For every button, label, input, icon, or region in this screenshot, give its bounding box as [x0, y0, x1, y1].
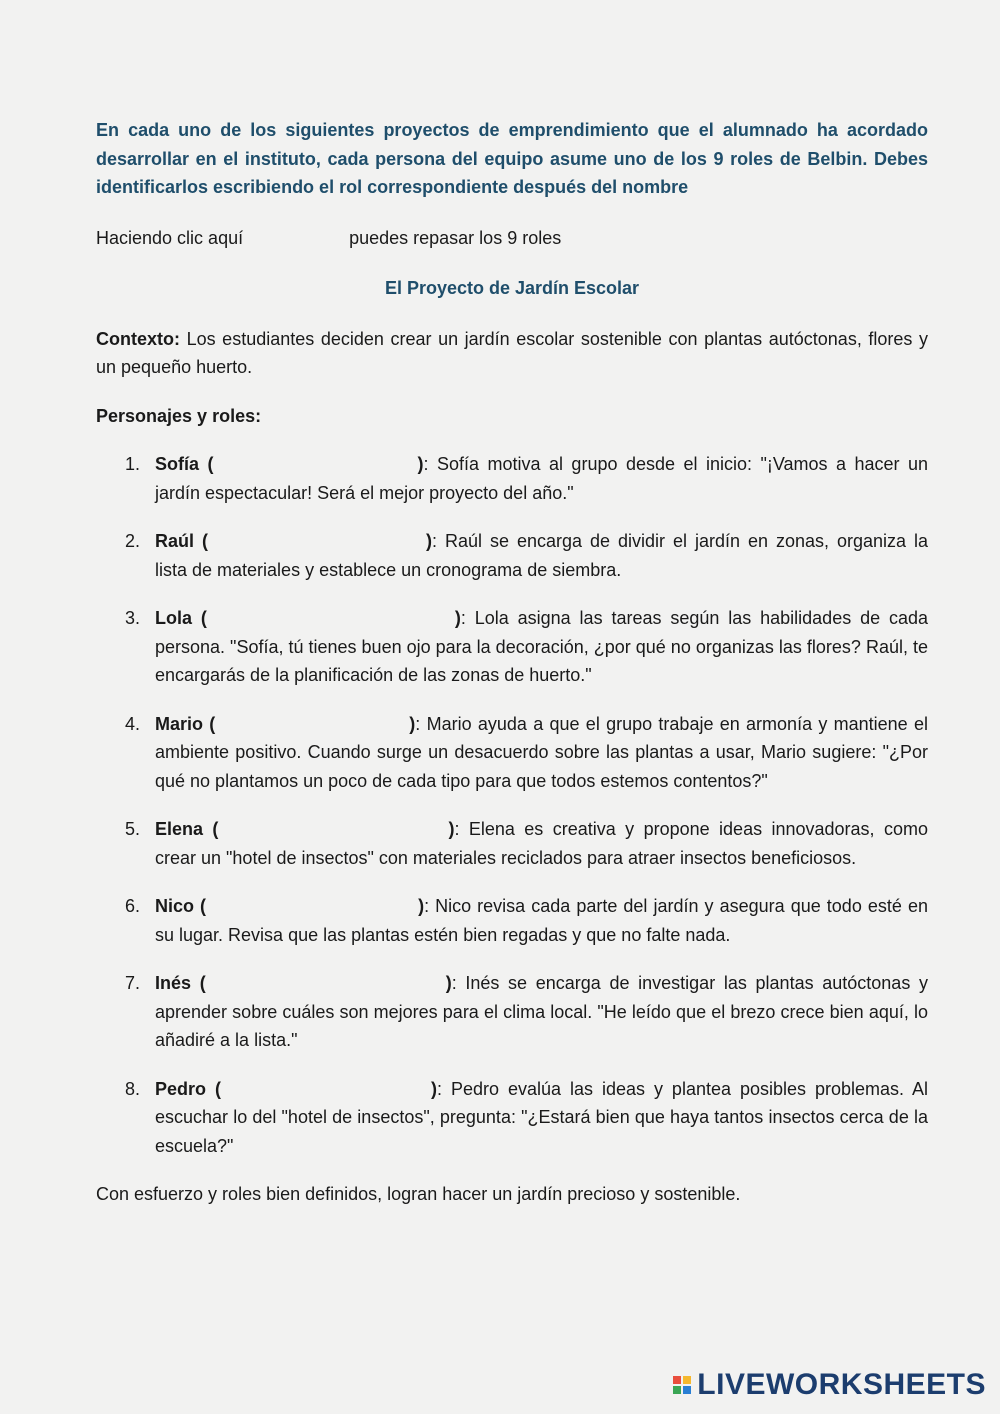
close-paren: )	[430, 1078, 437, 1099]
item-number: 7.	[125, 973, 141, 993]
character-name: Lola (	[155, 608, 207, 628]
character-description: : Lola asigna las tareas según las habilidades de cada persona. "Sofía, tú tienes buen ojo para la decoración, ¿por qué no organizas las flores? Raúl, te encargarás de la planificación de las zonas de huerto."	[155, 608, 928, 685]
list-item	[96, 1075, 928, 1161]
list-item	[96, 450, 928, 507]
context-label: Contexto:	[96, 328, 180, 349]
list-item	[96, 969, 928, 1055]
role-answer-field[interactable]	[208, 894, 416, 916]
role-answer-field[interactable]	[210, 529, 424, 551]
logo-text: LIVEWORKSHEETS	[697, 1368, 986, 1401]
instructions: En cada uno de los siguientes proyectos de emprendimiento que el alumnado ha acordado desarrollar en el instituto, cada persona del equipo asume uno de los 9 roles de Belbin. Debes identificarlos escribiendo el rol correspondiente después del nombre	[96, 120, 928, 197]
role-answer-field[interactable]	[223, 1077, 429, 1099]
character-description: : Inés se encarga de investigar las plantas autóctonas y aprender sobre cuáles son mejores para el clima local. "He leído que el brezo crece bien aquí, lo añadiré a la lista."	[155, 973, 928, 1050]
role-answer-field[interactable]	[215, 452, 415, 474]
close-paren: )	[454, 608, 461, 628]
character-description: : Mario ayuda a que el grupo trabaje en armonía y mantiene el ambiente positivo. Cuando surge un desacuerdo sobre las plantas a usar, Mario sugiere: "¿Por qué no plantamos un poco de cada tipo para que todos estemos contentos?"	[155, 713, 928, 791]
character-name: Raúl (	[155, 531, 208, 551]
character-name: Mario (	[155, 713, 216, 734]
link-text-before: Haciendo clic aquí	[96, 227, 244, 248]
context-paragraph	[96, 325, 928, 382]
project-title: El Proyecto de Jardín Escolar	[384, 278, 640, 298]
close-paren: )	[445, 973, 452, 993]
character-description: : Raúl se encarga de dividir el jardín en zonas, organiza la lista de materiales y establece un cronograma de siembra.	[155, 531, 928, 580]
list-item	[96, 604, 928, 690]
item-number: 5.	[125, 819, 141, 839]
close-paren: )	[417, 454, 424, 474]
item-number: 1.	[125, 454, 141, 474]
item-number: 3.	[125, 608, 141, 628]
close-paren: )	[448, 819, 455, 839]
close-paren: )	[409, 713, 416, 734]
worksheet-page	[96, 116, 928, 1209]
character-name: Pedro (	[155, 1078, 221, 1099]
character-name: Inés (	[155, 973, 206, 993]
character-description: : Sofía motiva al grupo desde el inicio: "¡Vamos a hacer un jardín espectacular! Será el mejor proyecto del año."	[155, 454, 928, 503]
item-number: 2.	[125, 531, 141, 551]
link-text-after: puedes repasar los 9 roles	[349, 227, 562, 248]
character-name: Sofía (	[155, 454, 214, 474]
roles-heading: Personajes y roles:	[96, 405, 262, 426]
role-answer-field[interactable]	[220, 817, 446, 839]
context-text: Los estudiantes deciden crear un jardín escolar sostenible con plantas autóctonas, flores y un pequeño huerto.	[96, 328, 928, 377]
role-answer-field[interactable]	[209, 606, 453, 628]
list-item	[96, 710, 928, 796]
character-name: Elena (	[155, 819, 219, 839]
character-description: : Elena es creativa y propone ideas innovadoras, como crear un "hotel de insectos" con materiales reciclados para atraer insectos beneficiosos.	[155, 819, 928, 868]
role-answer-field[interactable]	[217, 712, 407, 734]
item-number: 8.	[125, 1078, 141, 1099]
liveworksheets-logo	[673, 1368, 986, 1402]
close-paren: )	[418, 896, 425, 916]
item-number: 4.	[125, 713, 141, 734]
closing-sentence: Con esfuerzo y roles bien definidos, logran hacer un jardín precioso y sostenible.	[96, 1184, 741, 1204]
link-line	[96, 224, 928, 253]
list-item	[96, 815, 928, 872]
character-list	[96, 450, 928, 1160]
character-description: : Nico revisa cada parte del jardín y asegura que todo esté en su lugar. Revisa que las plantas estén bien regadas y que no falte nada.	[155, 896, 928, 945]
character-description: : Pedro evalúa las ideas y plantea posibles problemas. Al escuchar lo del "hotel de insectos", pregunta: "¿Estará bien que haya tantos insectos cerca de la escuela?"	[155, 1078, 928, 1156]
close-paren: )	[425, 531, 432, 551]
list-item	[96, 892, 928, 949]
role-answer-field[interactable]	[208, 971, 444, 993]
logo-mark-icon	[673, 1376, 691, 1394]
list-item	[96, 527, 928, 584]
character-name: Nico (	[155, 896, 207, 916]
item-number: 6.	[125, 896, 141, 916]
